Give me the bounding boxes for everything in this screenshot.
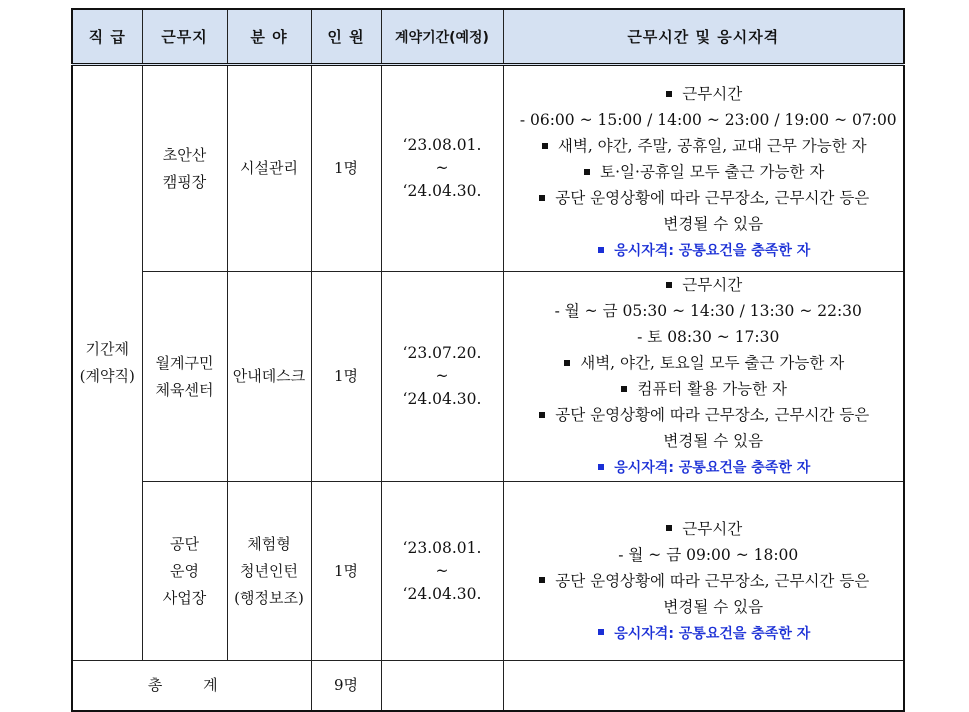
- detail-text: 새벽, 야간, 주말, 공휴일, 교대 근무 가능한 자: [557, 137, 867, 155]
- workplace-line: 운영: [170, 561, 199, 580]
- header-row: [72, 9, 904, 65]
- detail-text: 근무시간: [682, 276, 743, 294]
- count-cell: 1명: [311, 272, 381, 482]
- field-line: 안내데스크: [232, 367, 306, 385]
- grade-cell: [72, 65, 142, 661]
- period-line: ~: [435, 159, 449, 177]
- workplace-cell: [142, 272, 227, 482]
- total-empty-cell: [503, 661, 904, 711]
- header-grade: 직 급: [72, 9, 142, 65]
- schedule-line: [504, 542, 904, 568]
- period-line: ‘24.04.30.: [402, 390, 482, 408]
- continuation-line: [504, 594, 904, 620]
- detail-text: 변경될 수 있음: [663, 432, 764, 450]
- grade-line: (계약직): [79, 367, 135, 385]
- total-label: 총 계: [72, 661, 311, 711]
- square-bullet-icon: [564, 360, 570, 366]
- count-cell: 1명: [311, 482, 381, 661]
- detail-text: 변경될 수 있음: [663, 215, 764, 233]
- detail-text: 새벽, 야간, 토요일 모두 출근 가능한 자: [580, 354, 845, 372]
- square-bullet-icon: [584, 169, 590, 175]
- field-cell: [227, 482, 311, 661]
- bullet-item: [504, 568, 904, 594]
- square-bullet-icon: [539, 195, 545, 201]
- header-contract-period: 계약기간(예정): [381, 9, 503, 65]
- square-bullet-icon: [598, 247, 604, 253]
- period-line: ~: [435, 561, 449, 580]
- detail-text: 응시자격: 공통요건을 충족한 자: [614, 460, 811, 476]
- period-cell: [381, 65, 503, 272]
- bullet-item: [504, 516, 904, 542]
- square-bullet-icon: [621, 386, 627, 392]
- schedule-line: [504, 324, 904, 350]
- detail-text: 컴퓨터 활용 가능한 자: [637, 380, 788, 398]
- total-row: [72, 661, 904, 711]
- square-bullet-icon: [539, 412, 545, 418]
- continuation-line: [504, 211, 904, 237]
- workplace-line: 월계구민: [155, 353, 214, 372]
- bullet-item: [504, 350, 904, 376]
- header-hours-qualification: 근무시간 및 응시자격: [503, 9, 904, 65]
- field-line: (행정보조): [234, 588, 304, 607]
- detail-text: 근무시간: [682, 85, 743, 103]
- period-line: ‘23.07.20.: [402, 344, 482, 362]
- qualification-line: [504, 620, 904, 647]
- bullet-item: [504, 159, 904, 185]
- table-row: [72, 65, 904, 272]
- workplace-cell: [142, 482, 227, 661]
- square-bullet-icon: [598, 464, 604, 470]
- square-bullet-icon: [666, 525, 672, 531]
- bullet-item: [504, 81, 904, 107]
- workplace-line: 초안산: [162, 145, 207, 164]
- bullet-item: [504, 272, 904, 298]
- schedule-line: [504, 107, 904, 133]
- period-line: ‘24.04.30.: [402, 182, 482, 200]
- bullet-item: [504, 185, 904, 211]
- detail-text: 토·일·공휴일 모두 출근 가능한 자: [600, 163, 825, 181]
- period-line: ~: [435, 367, 449, 385]
- continuation-line: [504, 428, 904, 454]
- recruitment-table: [71, 8, 905, 712]
- period-cell: [381, 272, 503, 482]
- header-field: 분 야: [227, 9, 311, 65]
- grade-line: 기간제: [85, 340, 129, 358]
- square-bullet-icon: [542, 143, 548, 149]
- workplace-line: 체육센터: [155, 380, 214, 399]
- square-bullet-icon: [598, 629, 604, 635]
- field-line: 체험형: [247, 534, 291, 553]
- details-cell: [503, 272, 904, 482]
- total-count: 9명: [311, 661, 381, 711]
- total-empty-cell: [381, 661, 503, 711]
- field-cell: [227, 272, 311, 482]
- workplace-line: 공단: [170, 534, 199, 553]
- bullet-item: [504, 376, 904, 402]
- detail-text: - 월 ~ 금 09:00 ~ 18:00: [618, 545, 799, 564]
- detail-text: - 토 08:30 ~ 17:30: [637, 328, 780, 346]
- field-line: 시설관리: [240, 159, 298, 177]
- field-cell: [227, 65, 311, 272]
- schedule-line: [504, 298, 904, 324]
- details-cell: [503, 482, 904, 661]
- detail-text: 공단 운영상황에 따라 근무장소, 근무시간 등은: [555, 571, 870, 590]
- square-bullet-icon: [539, 577, 545, 583]
- bullet-item: [504, 133, 904, 159]
- details-cell: [503, 65, 904, 272]
- workplace-cell: [142, 65, 227, 272]
- detail-text: 근무시간: [682, 519, 743, 538]
- period-line: ‘23.08.01.: [402, 136, 482, 154]
- table-row: [72, 482, 904, 661]
- detail-text: 공단 운영상황에 따라 근무장소, 근무시간 등은: [555, 189, 870, 207]
- period-line: ‘24.04.30.: [402, 584, 482, 603]
- count-cell: 1명: [311, 65, 381, 272]
- detail-text: 공단 운영상황에 따라 근무장소, 근무시간 등은: [555, 406, 870, 424]
- detail-text: 응시자격: 공통요건을 충족한 자: [614, 625, 811, 642]
- square-bullet-icon: [666, 282, 672, 288]
- detail-text: - 06:00 ~ 15:00 / 14:00 ~ 23:00 / 19:00 ~ 07:00: [519, 111, 897, 129]
- header-workplace: 근무지: [142, 9, 227, 65]
- workplace-line: 캠핑장: [162, 172, 207, 191]
- workplace-line: 사업장: [162, 588, 207, 607]
- square-bullet-icon: [666, 91, 672, 97]
- detail-text: 응시자격: 공통요건을 충족한 자: [614, 243, 811, 259]
- field-line: 청년인턴: [240, 561, 298, 580]
- detail-text: 변경될 수 있음: [663, 597, 764, 616]
- table-row: [72, 272, 904, 482]
- header-count: 인 원: [311, 9, 381, 65]
- qualification-line: [504, 454, 904, 481]
- qualification-line: [504, 237, 904, 264]
- period-line: ‘23.08.01.: [402, 538, 482, 557]
- detail-text: - 월 ~ 금 05:30 ~ 14:30 / 13:30 ~ 22:30: [554, 302, 862, 320]
- period-cell: [381, 482, 503, 661]
- bullet-item: [504, 402, 904, 428]
